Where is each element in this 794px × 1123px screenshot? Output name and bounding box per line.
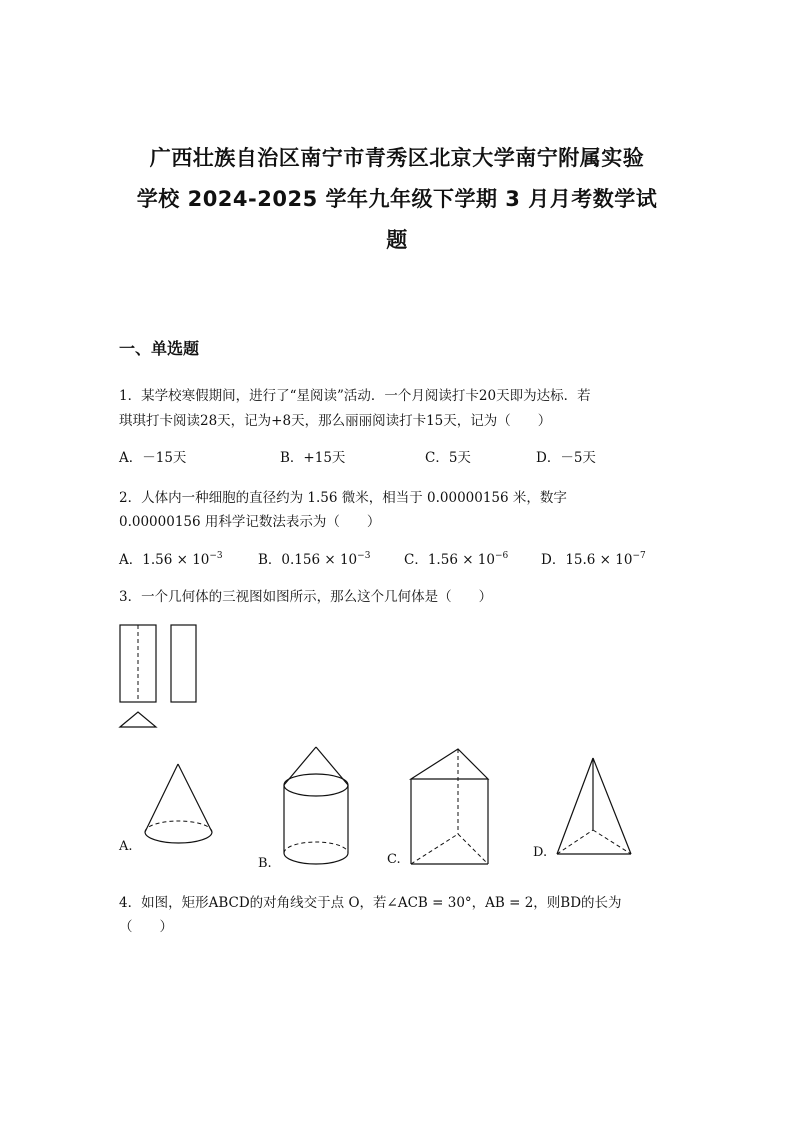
q1-option-b: B．+15天 bbox=[280, 450, 346, 466]
q1-option-a: A．－15天 bbox=[119, 450, 187, 466]
option-d-pyramid bbox=[553, 756, 637, 860]
option-b-label: B. bbox=[258, 856, 272, 871]
title-line-1: 广西壮族自治区南宁市青秀区北京大学南宁附属实验 bbox=[149, 146, 645, 170]
option-c-label: C. bbox=[387, 852, 401, 867]
option-a-label: A. bbox=[119, 839, 133, 854]
q2-line-2: 0.00000156 用科学记数法表示为（ ） bbox=[119, 514, 381, 530]
option-d-label: D. bbox=[533, 845, 548, 860]
q1-option-c: C．5天 bbox=[425, 450, 471, 466]
title-line-2: 学校 2024-2025 学年九年级下学期 3 月月考数学试 bbox=[136, 187, 658, 211]
q2-option-d: D．$15.6 \times 10^{-7}$ bbox=[541, 551, 646, 568]
option-c-prism bbox=[406, 747, 496, 869]
side-view bbox=[171, 625, 196, 702]
option-b-cylinder-cone bbox=[276, 745, 356, 869]
top-view bbox=[120, 712, 156, 727]
q2-line-1: 2．人体内一种细胞的直径约为 1.56 微米，相当于 0.00000156 米，数字 bbox=[119, 490, 567, 506]
q3-line-1: 3．一个几何体的三视图如图所示，那么这个几何体是（ ） bbox=[119, 589, 493, 605]
title-line-3: 题 bbox=[386, 228, 408, 252]
section-heading: 一、单选题 bbox=[119, 339, 200, 358]
q2-option-b: B．$0.156 \times 10^{-3}$ bbox=[258, 551, 371, 568]
q2-option-c: C．$1.56 \times 10^{-6}$ bbox=[404, 551, 509, 568]
document-title bbox=[100, 138, 694, 261]
q1-line-2: 琪琪打卡阅读28天，记为+8天，那么丽丽阅读打卡15天，记为（ ） bbox=[119, 413, 552, 429]
option-a-cone bbox=[140, 762, 220, 852]
q1-line-1: 1．某学校寒假期间，进行了“星阅读”活动．一个月阅读打卡20天即为达标．若 bbox=[119, 388, 591, 404]
three-views-figure bbox=[118, 624, 200, 730]
q2-option-a: A．$1.56 \times 10^{-3}$ bbox=[119, 551, 223, 568]
q4-line-2: （ ） bbox=[119, 919, 173, 935]
q4-line-1: 4．如图，矩形ABCD的对角线交于点 O，若∠ACB = 30°，AB = 2，则BD的长为 bbox=[119, 895, 622, 911]
q1-option-d: D．－5天 bbox=[536, 450, 596, 466]
